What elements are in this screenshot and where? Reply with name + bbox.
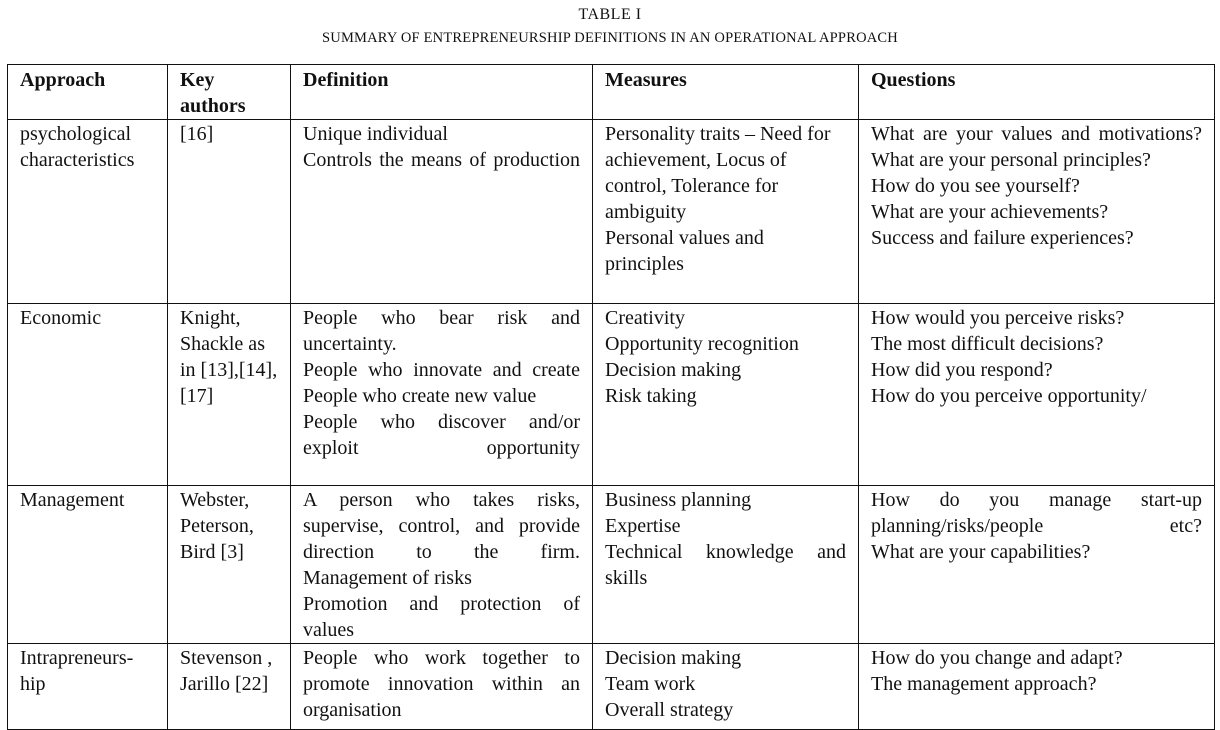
header-approach: Approach [8,65,168,120]
question-line: How would you perceive risks? [871,307,1125,329]
table-title: SUMMARY OF ENTREPRENEURSHIP DEFINITIONS IN AN OPERATIONAL APPROACH [322,30,898,46]
definition-line: People who discover and/or exploit opportunity [303,411,580,459]
definition-line: People who innovate and create [303,359,580,381]
table-row [8,486,1215,644]
definition-line: People who work together to promote innovation within an organisation [303,647,580,721]
question-line: What are your personal principles? [871,149,1151,171]
cell-definition [291,120,593,304]
question-line: The management approach? [871,673,1097,695]
cell-measures [593,304,859,486]
header-questions: Questions [859,65,1215,120]
cell-key-authors: Webster, Peterson, Bird [3] [168,486,291,644]
cell-key-authors: Knight, Shackle as in [13],[14], [17] [168,304,291,486]
question-line: What are your achievements? [871,201,1109,223]
cell-definition [291,304,593,486]
definition-line: Management of risks [303,567,472,589]
definition-line: Promotion and protection of values [303,593,580,641]
definition-line: Unique individual [303,123,448,145]
measure-line: Technical knowledge and skills [605,541,846,589]
cell-key-authors: Stevenson , Jarillo [22] [168,644,291,730]
cell-approach: Intrapreneurs-hip [8,644,168,730]
cell-approach: Economic [8,304,168,486]
question-line: How do you perceive opportunity/ [871,385,1147,407]
measure-line: Decision making [605,359,742,381]
question-line: What are your capabilities? [871,541,1091,563]
cell-measures [593,644,859,730]
measure-line: Personality traits – Need for achievement, Locus of control, Tolerance for ambiguity [605,123,831,223]
question-line: How do you see yourself? [871,175,1080,197]
measure-line: Team work [605,673,696,695]
measure-line: Decision making [605,647,742,669]
cell-key-authors: [16] [168,120,291,304]
question-line: How did you respond? [871,359,1053,381]
measure-line: Personal values and principles [605,227,764,275]
cell-measures [593,486,859,644]
cell-questions [859,120,1215,304]
table-row [8,644,1215,730]
header-definition: Definition [291,65,593,120]
table-label: TABLE I [578,6,642,23]
table-row [8,304,1215,486]
measure-line: Risk taking [605,385,697,407]
definition-line: Controls the means of production [303,149,580,171]
measure-line: Overall strategy [605,699,734,721]
cell-questions [859,644,1215,730]
question-line: How do you change and adapt? [871,647,1123,669]
table-header-row [8,65,1215,120]
measure-line: Creativity [605,307,685,329]
header-key-authors: Key authors [168,65,291,120]
question-line: Success and failure experiences? [871,227,1134,249]
cell-definition [291,486,593,644]
cell-definition [291,644,593,730]
cell-questions [859,486,1215,644]
cell-measures [593,120,859,304]
table-row [8,120,1215,304]
cell-approach: Management [8,486,168,644]
definitions-table [7,64,1215,730]
question-line: What are your values and motivations? [871,123,1202,145]
question-line: How do you manage start-up planning/risks/people etc? [871,489,1202,537]
header-measures: Measures [593,65,859,120]
question-line: The most difficult decisions? [871,333,1104,355]
cell-questions [859,304,1215,486]
definition-line: People who bear risk and uncertainty. [303,307,580,355]
definition-line: A person who takes risks, supervise, control, and provide direction to the firm. [303,489,580,563]
measure-line: Business planning [605,489,752,511]
definition-line: People who create new value [303,385,537,407]
cell-approach: psychological characteristics [8,120,168,304]
measure-line: Opportunity recognition [605,333,799,355]
measure-line: Expertise [605,515,681,537]
